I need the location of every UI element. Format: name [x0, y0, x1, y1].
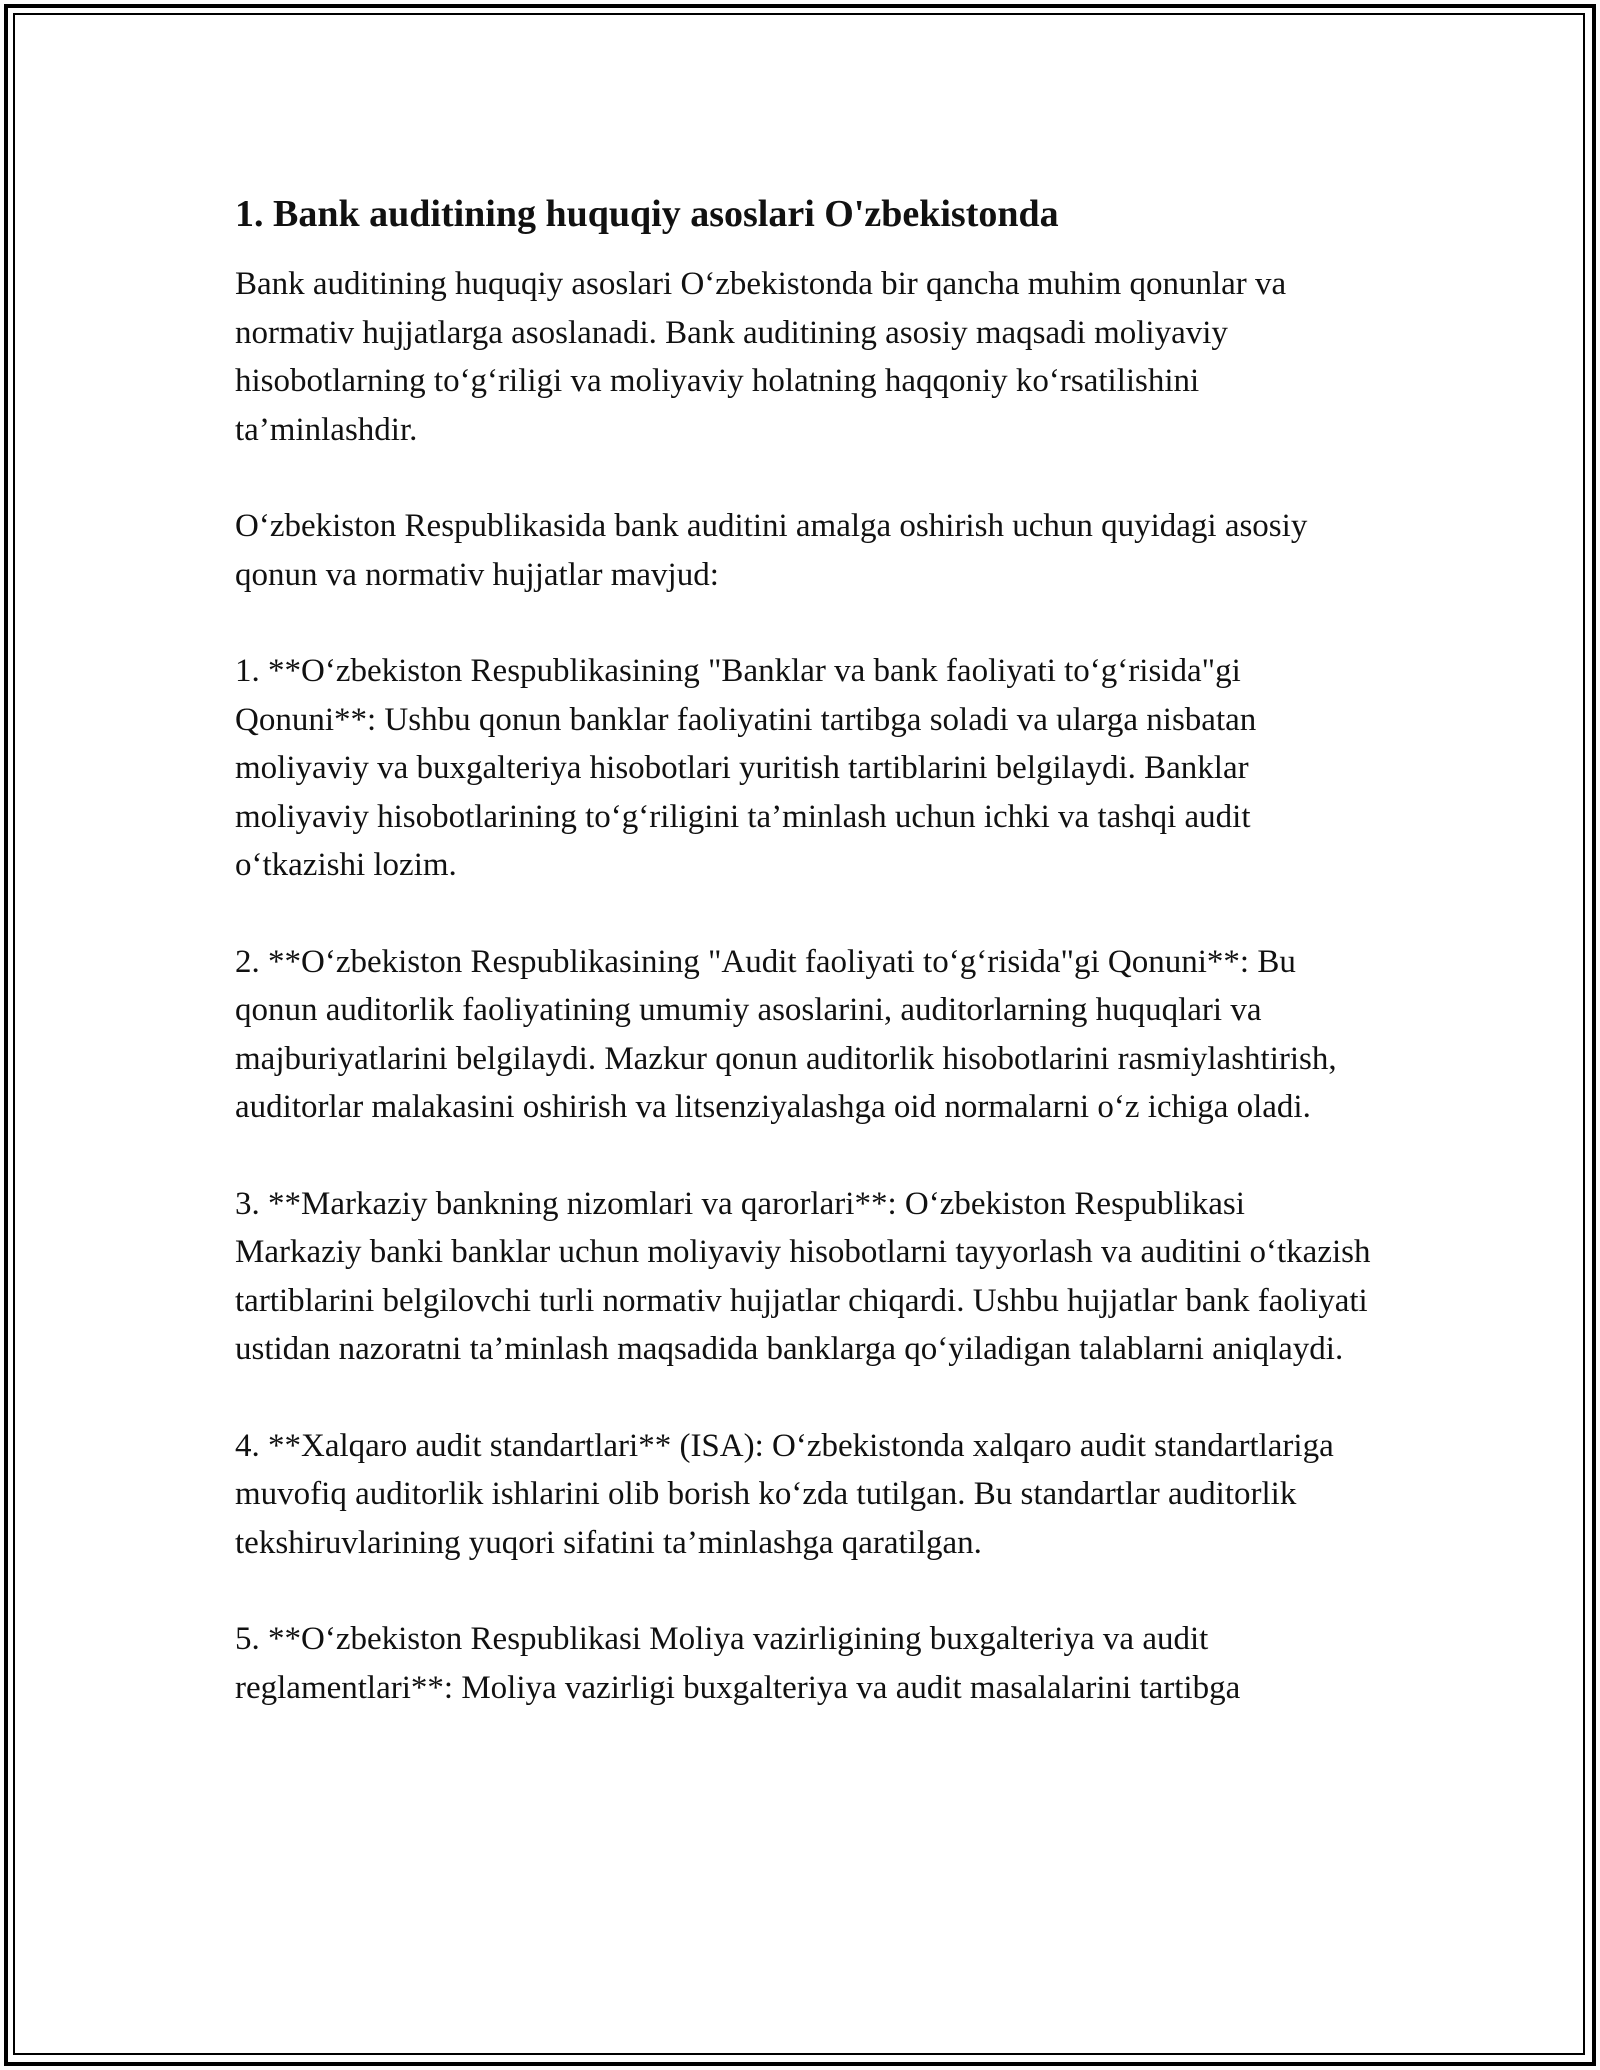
document-title: 1. Bank auditining huquqiy asoslari O'zbekistonda: [235, 193, 1059, 235]
list-item-5: 5. **O‘zbekiston Respublikasi Moliya vazirligining buxgalteriya va audit reglamentlari**: Moliya vazirligi buxgalteriya va audit masalalarini tartibga: [235, 1621, 1241, 1706]
list-intro-paragraph: O‘zbekiston Respublikasida bank auditini amalga oshirish uchun quyidagi asosiy qonun va normativ hujjatlar mavjud:: [235, 508, 1308, 593]
list-item-4: 4. **Xalqaro audit standartlari** (ISA): O‘zbekistonda xalqaro audit standartlariga muvofiq auditorlik ishlarini olib borish ko‘zda tutilgan. Bu standartlar auditorlik tekshiruvlarining yuqori sifatini ta’minlashga qaratilgan.: [235, 1427, 1334, 1561]
document-body: [235, 186, 1375, 1760]
list-item-2: 2. **O‘zbekiston Respublikasining "Audit faoliyati to‘g‘risida"gi Qonuni**: Bu qonun auditorlik faoliyatining umumiy asoslarini, auditorlarning huquqlari va majburiyatlarini belgilaydi. Mazkur qonun auditorlik hisobotlarini rasmiylashtirish, auditorlar malakasini oshirish va litsenziyalashga oid normalarni o‘z ichiga oladi.: [235, 943, 1337, 1125]
list-item-1: 1. **O‘zbekiston Respublikasining "Banklar va bank faoliyati to‘g‘risida"gi Qonuni**: Ushbu qonun banklar faoliyatini tartibga soladi va ularga nisbatan moliyaviy va buxgalteriya hisobotlari yuritish tartiblarini belgilaydi. Banklar moliyaviy hisobotlarining to‘g‘riligini ta’minlash uchun ichki va tashqi audit o‘tkazishi lozim.: [235, 653, 1257, 883]
intro-paragraph: Bank auditining huquqiy asoslari O‘zbekistonda bir qancha muhim qonunlar va normativ hujjatlarga asoslanadi. Bank auditining asosiy maqsadi moliyaviy hisobotlarning to‘g‘riligi va moliyaviy holatning haqqoniy ko‘rsatilishini ta’minlashdir.: [235, 266, 1287, 448]
list-item-3: 3. **Markaziy bankning nizomlari va qarorlari**: O‘zbekiston Respublikasi Markaziy banki banklar uchun moliyaviy hisobotlarni tayyorlash va auditini o‘tkazish tartiblarini belgilovchi turli normativ hujjatlar chiqardi. Ushbu hujjatlar bank faoliyati ustidan nazoratni ta’minlash maqsadida banklarga qo‘yiladigan talablarni aniqlaydi.: [235, 1185, 1371, 1367]
